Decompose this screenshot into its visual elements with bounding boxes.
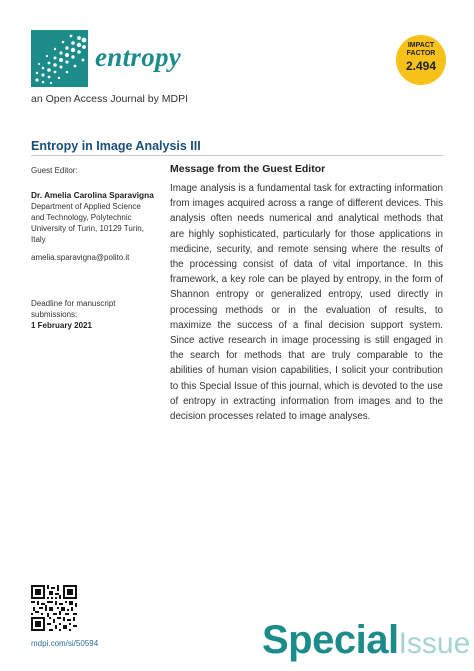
- guest-editor-label: Guest Editor:: [31, 166, 78, 175]
- journal-logo-mark: [31, 30, 88, 87]
- qr-code[interactable]: [31, 585, 77, 631]
- impact-factor-badge: [396, 35, 446, 85]
- special-word: Special: [262, 618, 399, 662]
- message-heading: Message from the Guest Editor: [170, 163, 326, 175]
- deadline-date: 1 February 2021: [31, 321, 92, 330]
- sidebar: [31, 165, 156, 331]
- journal-name: entropy: [95, 42, 182, 72]
- deadline-label: Deadline for manuscript submissions:: [31, 299, 116, 319]
- message-body: Image analysis is a fundamental task for extracting information from images acquired across a range of different devices. This analysis often needs numerical and analytical methods that are highly sophisticated, particularly for those applications in medicine, security, and remote sensing where the results of the processing consist of data of vital importance. In this framework, a key role can be played by entropy, in the form of Shannon entropy or generalized entropy, used directly in processing methods or in the evaluation of results, to maximize the success of a final decision support system. Since active research in image processing is still engaged in the search for methods that are truly comparable to the abilities of human vision capabilities, I solicit your contribution to this Special Issue of this journal, which is devoted to the use of entropy in extracting information from images and to the decision processes related to image analyses.: [170, 183, 443, 423]
- impact-factor-value: 2.494: [405, 59, 437, 73]
- editor-name: Dr. Amelia Carolina Sparavigna: [31, 190, 154, 200]
- dots-pattern-icon: [31, 30, 88, 87]
- qr-caption-link[interactable]: mdpi.com/si/50594: [31, 639, 99, 648]
- impact-factor-line2: FACTOR: [406, 50, 436, 57]
- qr-code-icon: [31, 585, 77, 631]
- journal-tagline: an Open Access Journal by MDPI: [31, 93, 188, 105]
- issue-title: Entropy in Image Analysis III: [31, 139, 201, 153]
- impact-factor-line1: IMPACT: [407, 42, 435, 49]
- editor-email[interactable]: amelia.sparavigna@polito.it: [31, 253, 130, 262]
- divider: [31, 155, 443, 156]
- special-issue-wordmark: [262, 618, 470, 666]
- message-section: [170, 163, 443, 424]
- issue-word: Issue: [398, 627, 471, 660]
- editor-affiliation: Department of Applied Science and Technology, Polytechnic University of Turin, 10129 Turin, Italy: [31, 202, 144, 244]
